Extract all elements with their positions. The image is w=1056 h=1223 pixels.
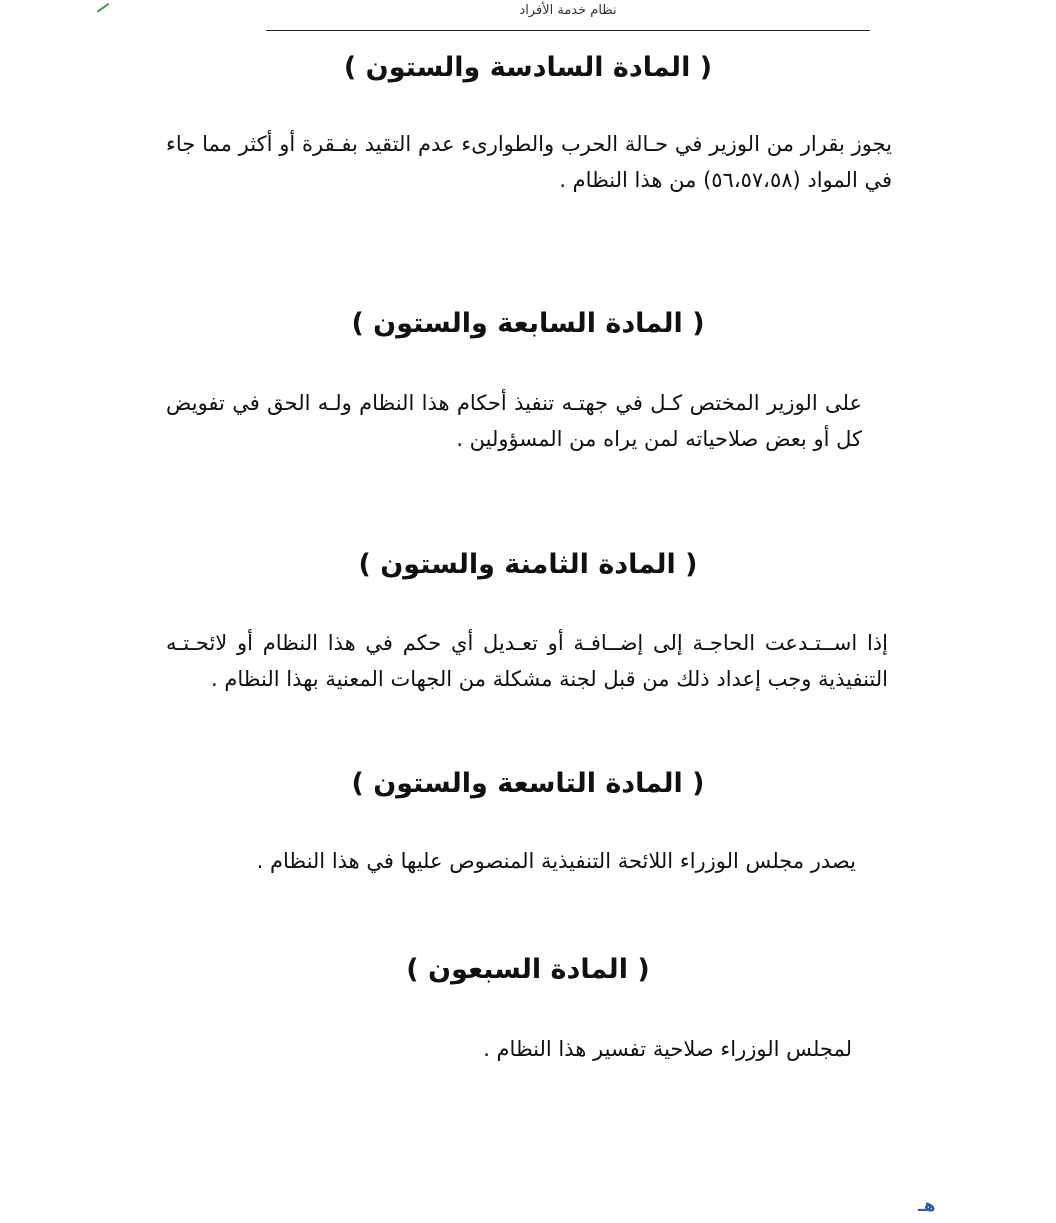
article-66-heading: ( المادة السادسة والستون ) [343, 52, 713, 83]
article-67-text: على الوزير المختص كـل في جهتـه تنفيذ أحكام هذا النظام ولـه الحق في تفويض كل أو بعض صلاحياته لمن يراه من المسؤولين . [166, 391, 862, 451]
article-69-text: يصدر مجلس الوزراء اللائحة التنفيذية المنصوص عليها في هذا النظام . [256, 849, 856, 873]
running-header-title: نظام خدمة الأفراد [519, 3, 617, 18]
article-70-heading: ( المادة السبعون ) [406, 954, 650, 985]
page-footer-mark: هـ [918, 1196, 936, 1216]
article-66-text: يجوز بقرار من الوزير في حـالة الحرب والطوارىء عدم التقيد بفـقرة أو أكثر مما جاء في المواد (٥٦،٥٧،٥٨) من هذا النظام . [166, 132, 892, 192]
article-67-heading: ( المادة السابعة والستون ) [351, 308, 705, 339]
article-68-text: إذا اســتـدعت الحاجـة إلى إضــافـة أو تعـديل أي حكم في هذا النظام أو لائحـتـه التنفيذية وجب إعداد ذلك من قبل لجنة مشكلة من الجهات المعنية بهذا النظام . [166, 631, 888, 691]
article-69-heading: ( المادة التاسعة والستون ) [351, 768, 705, 799]
article-70-text: لمجلس الوزراء صلاحية تفسير هذا النظام . [483, 1037, 852, 1061]
running-header [266, 0, 870, 31]
corner-tick-mark [89, 0, 110, 13]
article-68-heading: ( المادة الثامنة والستون ) [358, 549, 698, 580]
